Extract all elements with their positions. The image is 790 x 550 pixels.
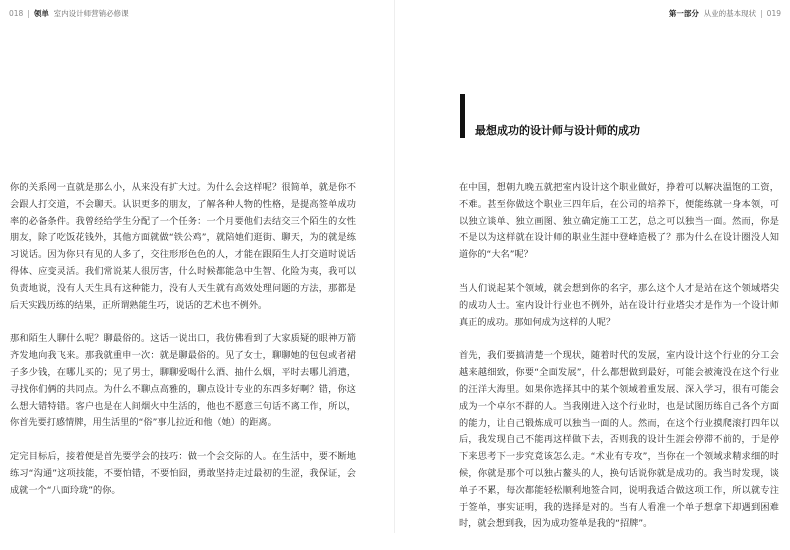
header-separator: |	[760, 9, 763, 18]
header-separator: |	[27, 9, 30, 18]
body-paragraph: 首先，我们要搞清楚一个现状，随着时代的发展，室内设计这个行业的分工会越来越细致，你要“全面发展”，什么都想做到最好，可能会被淹没在这个行业的汪洋大海里。如果你选择其中的某个领域着重发展、深入学习，很有可能会成为一个卓尔不群的人。当我刚进入这个行业时，也是试图历练自己各个方面的能力，让自己锻炼成可以独当一面的人。然而，在这个行业摸爬滚打四年以后，我发现自己不能再这样做下去，否则我的设计生涯会停滞不前的，于是停下来思考下一步究竟该怎么走。“术业有专攻”，当你在一个领域求精求细的时候，你就是那个可以独占鳌头的人，换句话说你就是成功的。我当时发现，谈单子不累，每次都能轻松顺利地签合同，说明我适合做这项工作，所以就专注于签单，事实证明，我的选择是对的。当有人看准一个单子想拿下却遇到困难时，就会想到我，因为成功签单是我的“招牌”。	[459, 350, 779, 530]
body-paragraph: 当人们说起某个领域，就会想到你的名字，那么这个人才是站在这个领域塔尖的成功人士。室内设计行业也不例外，站在设计行业塔尖才是作为一个设计师真正的成功。那如何成为这样的人呢？	[459, 282, 779, 328]
left-section-label: 领单	[33, 9, 49, 18]
chapter-label: 从业的基本现状	[703, 9, 757, 18]
chapter-title: 最想成功的设计师与设计师的成功	[475, 124, 640, 137]
part-label: 第一部分	[668, 9, 699, 18]
chapter-title-block	[460, 94, 640, 138]
right-page-number: 019	[766, 9, 781, 18]
body-paragraph: 定完目标后，接着便是首先要学会的技巧：做一个会交际的人。在生活中，要不断地练习“沟通”这项技能，不要怕错，不要怕囧，勇敢坚持走过最初的生涩，我保证，会成就一个“八面玲珑”的你。	[10, 451, 356, 496]
body-paragraph: 你的关系网一直就是那么小，从来没有扩大过。为什么会这样呢？很简单，就是你不会跟人打交道，不会聊天。认识更多的朋友，了解各种人物的性格，是提高签单成功率的必备条件。我曾经给学生分配了一个任务：一个月要他们去结交三个陌生的女性朋友，除了吃饭花钱外，其他方面就做“铁公鸡”，就陪她们逛街、聊天，为的就是练习说话。因为你只有见的人多了，交往形形色色的人，才能在跟陌生人打交道时说话得体、应变灵活。我们常说某人很厉害，什么时候都能急中生智、化险为夷，我可以负责地说，没有人天生具有这种能力，没有人天生就有高效处理问题的方法，那都是后天实践历练的结果，正所谓熟能生巧，说话的艺术也不例外。	[10, 182, 356, 311]
body-paragraph: 在中国，想朝九晚五就把室内设计这个职业做好，挣着可以解决温饱的工资，不难。甚至你做这个职业三四年后，在公司的培养下，便能练就一身本领，可以独立谈单、独立画图、独立确定施工工艺，总之可以独当一面。然而，你是不是以为这样就在设计师的职业生涯中登峰造极了？那为什么在设计圈没人知道你的“大名”呢？	[459, 182, 779, 261]
left-page-body	[10, 180, 356, 517]
right-page-body	[459, 180, 779, 550]
book-title: 室内设计师营销必修课	[53, 9, 129, 18]
page-gutter	[394, 0, 395, 533]
body-paragraph: 那和陌生人聊什么呢？聊最俗的。这话一说出口，我仿佛看到了大家质疑的眼神万箭齐发地向我飞来。那我就重申一次：就是聊最俗的。见了女士，聊聊她的包包或者裙子多少钱，在哪儿买的；见了男士，聊聊爱喝什么酒、抽什么烟，平时去哪儿消遣，寻找你们俩的共同点。为什么不聊点高雅的，聊点设计专业的东西多好啊？错，你这么想大错特错。客户也是在人间烟火中生活的，他也不愿意三句话不离工作，所以，你首先要打感情牌，用生活里的“俗”事儿拉近和他（她）的距离。	[10, 333, 356, 429]
right-page-header	[669, 8, 781, 19]
left-page-header	[9, 8, 129, 19]
left-page-number: 018	[9, 9, 24, 18]
